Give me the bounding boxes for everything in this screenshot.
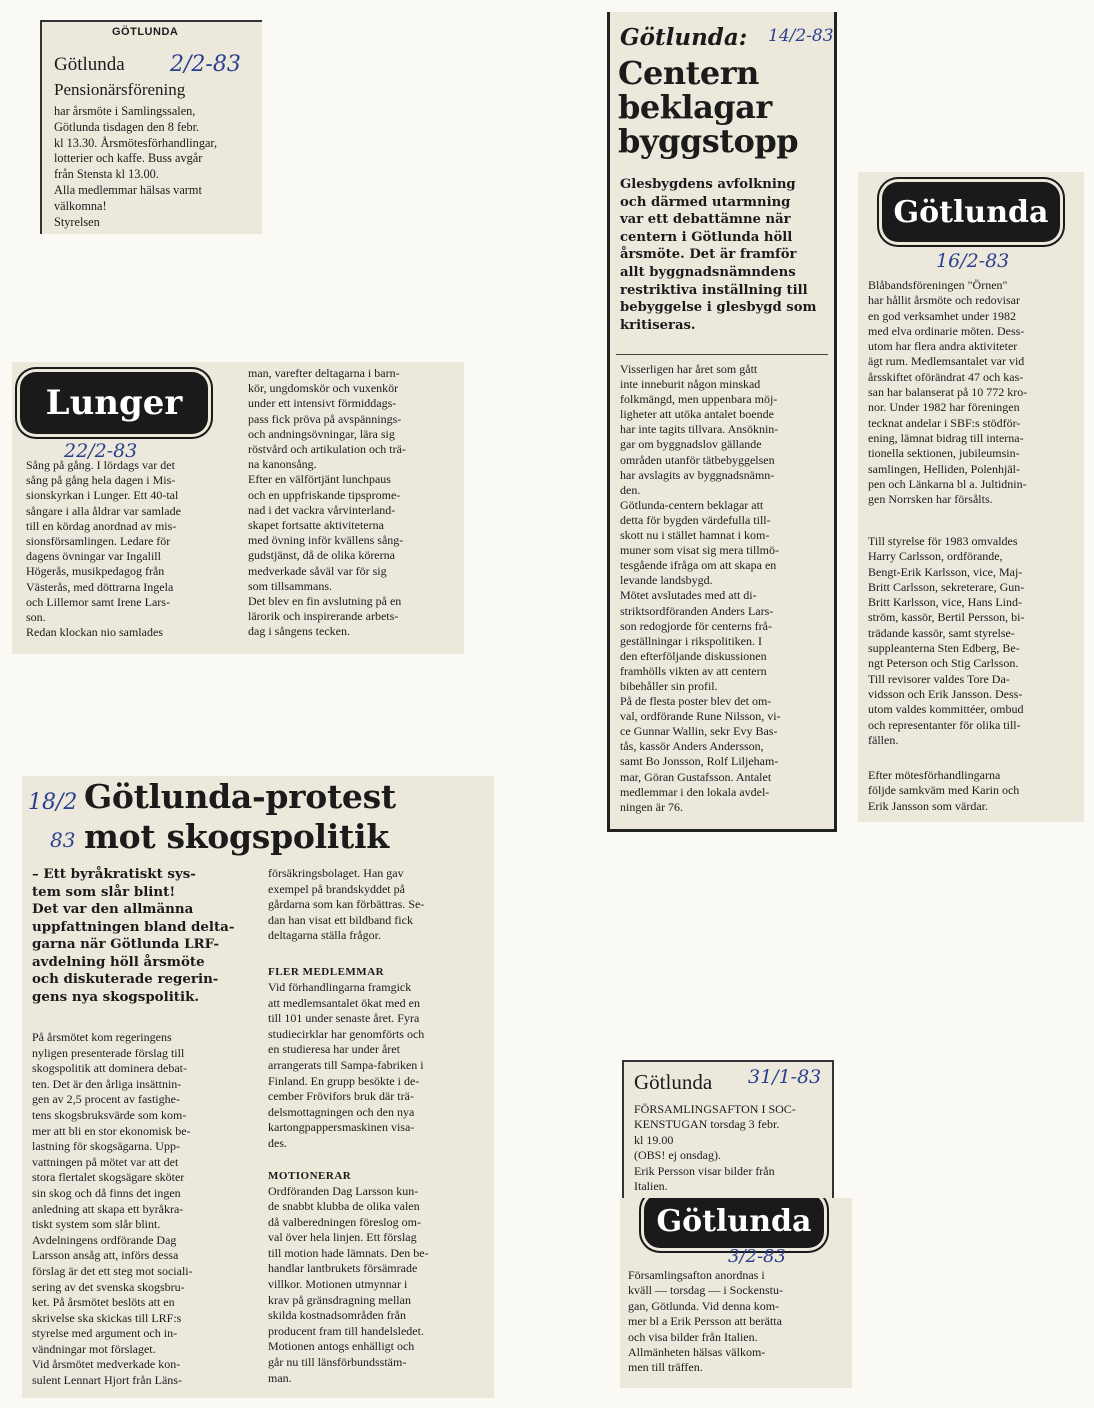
clipping-skogspolitik (22, 776, 494, 1398)
article-col-2-part-1: försäkringsbolaget. Han gav exempel på brandskyddet på gårdarna som kan förbättras. Se- dan han visat ett bildband fick deltagarna ställa frågor. (268, 866, 425, 943)
gotlunda-logo: Götlunda (882, 182, 1060, 242)
clipping-title: Götlunda (634, 1070, 713, 1094)
headline-line-1: Götlunda-protest (84, 777, 396, 816)
handwritten-date: 14/2-83 (768, 26, 834, 46)
lead-paragraph: Glesbygdens avfolkning och därmed utarmning var ett debattämne när centern i Götlunda höll årsmöte. Det är framför allt byggnadsnämndens restriktiva inställning till bebyggelse i glesbygd som kritiseras. (620, 177, 817, 333)
article-body-2: Till styrelse för 1983 omvaldes Harry Carlsson, ordförande, Bengt-Erik Karlsson, vice, Maj- Britt Carlsson, sekreterare, Gun- Britt Karlsson, vice, Hans Lind- ström, kassör, Bertil Persson, bi- trädande kassör, samt styrelse- suppleanterna Sten Edberg, Be- ngt Peterson och Stig Carlsson. Till revisorer valdes Tore Da- vidsson och Erik Jansson. Dess- utom valdes kommittéer, ombud och representanter för olika till- fällen. (868, 534, 1025, 747)
article-col-1: Sång på gång. I lördags var det sång på gång hela dagen i Mis- sionskyrkan i Lunger. Ett 40-tal sångare i alla åldrar var samlade till en kördag anordnad av mis- sionsförsamlingen. Ledare för dagens övningar var Ingalill Högerås, musikpedagog från Västerås, med döttrarna Ingela och Lillemor samt Irene Lars- son. Redan klockan nio samlades (26, 458, 181, 640)
clipping-blabandsforeningen (858, 172, 1084, 822)
clipping-title: Götlunda (54, 54, 125, 75)
clipping-body: FÖRSAMLINGSAFTON I SOC- KENSTUGAN torsdag 3 febr. kl 19.00 (OBS! ej onsdag). Erik Persson visar bilder från Italien. (634, 1102, 796, 1194)
article-body: Visserligen har året som gått inte inneburit någon minskad folkmängd, men uppenbara möj- ligheter att utöka antalet boende har inte tagits tillvara. Ansöknin- gar om byggnadslov gällande områden utanför tätbebyggelsen har avslagits av byggnadsnämn- den. Götlunda-centern beklagar att detta för bygden värdefulla till- skott nu i stället hamnat i kom- muner som visat sig mera tillmö- tesgående ifråga om att skapa en levande landsbygd. Mötet avslutades med att di- striktsordföranden Anders Lars- son redogjorde för centerns frå- geställningar i rikspolitiken. I den efterföljande diskussionen framhölls vikten av att centern bibehåller sin profil. På de flesta poster blev det om- val, ordförande Rune Nilsson, vi- ce Gunnar Wallin, sekr Evy Bas- tås, kassör Anders Andersson, samt Bo Jonsson, Rolf Liljeham- mar, Göran Gustafsson. Antalet medlemmar i den lokala avdel- ningen är 76. (620, 362, 781, 814)
handwritten-date: 22/2-83 (64, 440, 138, 462)
clipping-kicker: Götlunda: (620, 24, 748, 51)
lead-paragraph: – Ett byråkratiskt sys- tem som slår blint! Det var den allmänna uppfattningen bland delta- garna när Götlunda LRF- avdelning höll årsmöte och diskuterade regerin- gens nya skogspolitik. (32, 866, 235, 1005)
clipping-pensionarsforening (40, 20, 262, 234)
clipping-body: har årsmöte i Samlingssalen, Götlunda tisdagen den 8 febr. kl 13.30. Årsmötesförhandlingar, lotterier och kaffe. Buss avgår från Stensta kl 13.00. Alla medlemmar hälsas varmt välkomna! Styrelsen (54, 104, 218, 229)
article-col-1: På årsmötet kom regeringens nyligen presenterade förslag till skogspolitik att dominera debat- ten. Det är den årliga insättnin- gen av 2,5 procent av fastighe- tens skogsbruksvärde som kom- mer att bli en stor ekonomisk be- lastning för skogsägarna. Upp- vattningen på mötet var att det stora flertalet skogsägare sköter sin skog och då finns det ingen anledning att skapa ett byråkra- tiskt system som slår blint. Avdelningens ordförande Dag Larsson ansåg att, införs dessa förslag är det ett steg mot sociali- sering av det svenska skogsbru- ket. På årsmötet beslöts att en skrivelse ska skickas till LRF:s styrelse med argument och in- vändningar mot förslaget. Vid årsmötet medverkade kon- sulent Lennart Hjort från Läns- (32, 1030, 193, 1388)
handwritten-date: 31/1-83 (748, 1066, 822, 1088)
handwritten-date: 3/2-83 (728, 1246, 786, 1267)
clipping-subtitle: Pensionärsförening (54, 80, 186, 99)
article-col-2-part-2: Vid förhandlingarna framgick att medlemsantalet ökat med en till 101 under senaste året. Fyra studiecirklar har genomförts och en studieresa har under året arrangerats till Sampa-fabriken i Finland. En grupp besökte i de- cember Frövifors bruk där trä- delsmottagningen och den nya kartongpappersmaskinen visa- des. (268, 979, 425, 1150)
subheading-fler-medlemmar: FLER MEDLEMMAR (268, 965, 385, 978)
clipping-kicker: GÖTLUNDA (112, 26, 179, 38)
clipping-lunger (12, 362, 464, 654)
clipping-forsamlingsafton-notice (622, 1060, 834, 1198)
article-col-2: man, varefter deltagarna i barn- kör, ungdomskör och vuxenkör under ett intensivt förmiddags- pass fick pröva på avspännings- och andningsövningar, lära sig röstvård och artikulation och trä- na kanonsång. Efter en välförtjänt lunchpaus och en uppfriskande tipsprome- nad i det vackra vårvinterland- skapet fortsatte aktiviteterna med övning inför kvällens sång- gudstjänst, då de olika körerna medverkade såväl var för sig som tillsammans. Det blev en fin avslutning på en lärorik och inspirerande arbets- dag i sångens tecken. (248, 366, 406, 639)
headline: Centern beklagar byggstopp (618, 54, 799, 160)
subheading-motionerar: MOTIONERAR (268, 1169, 352, 1182)
handwritten-year: 83 (50, 828, 76, 852)
article-body-3: Efter mötesförhandlingarna följde samkväm med Karin och Erik Jansson som värdar. (868, 768, 1020, 813)
lunger-logo: Lunger (20, 372, 208, 434)
clipping-forsamlingsafton-article (620, 1198, 852, 1388)
article-col-2-part-3: Ordföranden Dag Larsson kun- de snabbt klubba de olika valen då valberedningen föreslog om- val över hela linjen. Ett förslag till motion hade lämnats. Den be- handlar lantbrukets försämrade villkor. Motionen utmynnar i krav på gränsdragning mellan skilda kostnadsområden från producent fram till handelsledet. Motionen antogs enhälligt och går nu till länsförbundsstäm- man. (268, 1183, 429, 1385)
handwritten-date: 18/2 (28, 790, 78, 815)
handwritten-date: 16/2-83 (936, 250, 1010, 272)
clipping-body: Församlingsafton anordnas i kväll — torsdag — i Sockenstu- gan, Götlunda. Vid denna kom- mer bl a Erik Persson att berätta och visa bilder från Italien. Allmänheten hälsas välkom- men till träffen. (628, 1268, 783, 1375)
gotlunda-logo: Götlunda (644, 1198, 824, 1248)
clipping-centern (607, 12, 837, 832)
article-body: Blåbandsföreningen "Örnen" har hållit årsmöte och redovisar en god verksamhet under 1982 med elva ordinarie möten. Dess- utom har flera andra aktiviteter ägt rum. Medlemsantalet var vid årsskiftet oförändrat 47 och kas- san har balanserat på 10 772 kro- nor. Under 1982 har föreningen tecknat andelar i SBF:s stödför- ening, lämnat bidrag till interna- tionella sektionen, jubileumsin- samlingen, Helliden, Polenhjäl- pen och Länkarna bl a. Jultidnin- gen Norrsken har försålts. (868, 278, 1028, 507)
article-col-2 (268, 866, 490, 1386)
divider (616, 354, 828, 355)
handwritten-date: 2/2-83 (170, 52, 241, 77)
headline-line-2: mot skogspolitik (84, 817, 389, 856)
